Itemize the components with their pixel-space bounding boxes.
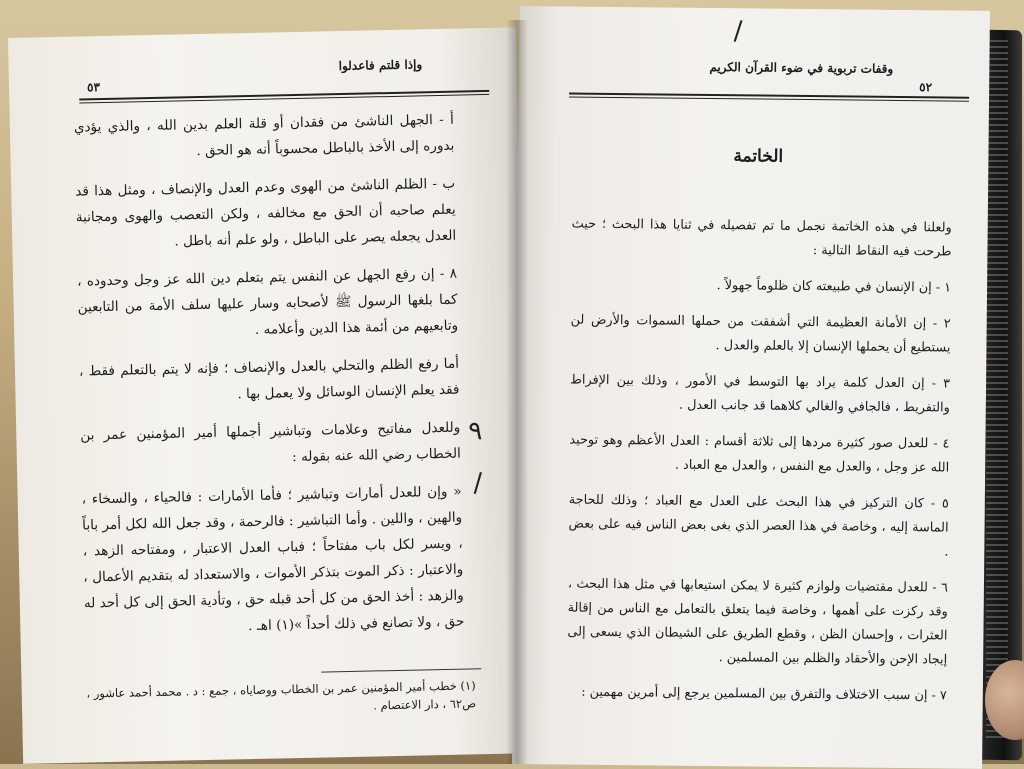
paragraph: ولعلنا في هذه الخاتمة نجمل ما تم تفصيله في ثنايا هذا البحث ؛ حيث طرحت فيه النقاط التالية : bbox=[571, 216, 952, 260]
pen-annotation: / bbox=[733, 16, 743, 47]
paragraph: ٥ - كان التركيز في هذا البحث على العدل مع العباد ؛ وذلك للحاجة الماسة إليه ، وخاصة في هذا العصر الذي بغى بعض الناس فيه على بعض . bbox=[568, 492, 949, 560]
paragraph: ب - الظلم الناشئ من الهوى وعدم العدل والإنصاف ، ومثل هذا قد يعلم صاحبه أن الحق مع مخالفه ، ولكن التعصب والهوى ومجانبة العدل يجعله يصر على الباطل ، ولو علم أنه باطل . bbox=[75, 175, 457, 250]
paragraph: أ - الجهل الناشئ من فقدان أو قلة العلم بدين الله ، والذي يؤدي بدوره إلى الأخذ بالباطل محسوباً أنه هو الحق . bbox=[73, 111, 455, 160]
right-page-number: ٥٢ bbox=[919, 80, 933, 95]
footnote-rule bbox=[321, 668, 481, 672]
pen-annotation: / bbox=[473, 468, 483, 499]
paragraph: ١ - إن الإنسان في طبيعته كان ظلوماً جهولاً . bbox=[716, 278, 952, 296]
footnote: (١) خطب أمير المؤمنين عمر بن الخطاب ووصاياه ، جمع : د . محمد أحمد عاشور ، ص٦٢ ، دار الاعتصام . bbox=[86, 678, 477, 713]
right-page bbox=[512, 6, 990, 769]
left-header-rule bbox=[79, 90, 489, 104]
left-page bbox=[8, 27, 531, 763]
right-header-rule bbox=[569, 93, 969, 102]
cover-pattern bbox=[986, 40, 1008, 740]
paragraph: ٨ - إن رفع الجهل عن النفس يتم بتعلم دين الله عز وجل وحدوده ، كما بلغها الرسول ﷺ لأصحابه وسار عليها سلف الأمة من التابعين وتابعيهم من أئمة هذا الدين وأعلامه . bbox=[76, 265, 459, 338]
right-running-head: وقفات تربوية في ضوء القرآن الكريم bbox=[709, 59, 894, 76]
paragraph: ٣ - إن العدل كلمة يراد بها التوسط في الأمور ، وذلك بين الإفراط والتفريط ، فالجافي والغالي كلاهما قد جانب العدل . bbox=[570, 372, 951, 416]
left-running-head: وإذا قلتم فاعدلوا bbox=[338, 57, 423, 74]
section-title: الخاتمة bbox=[733, 146, 784, 167]
paragraph: ٢ - إن الأمانة العظيمة التي أشفقت من حملها السموات والأرض لن يستطيع أن يحملها الإنسان إلا بالعلم والعدل . bbox=[570, 312, 951, 356]
paragraph: ٦ - للعدل مقتضيات ولوازم كثيرة لا يمكن استيعابها في مثل هذا البحث ، وقد ركزت على أهمها ، وخاصة فيما يتعلق بالتعامل مع الناس من إقالة العثرات ، وإحسان الظن ، وقطع الطريق على الشيطان الذي يسعى إلى إيجاد الإحن والأحقاد والظلم بين المسلمين . bbox=[567, 576, 949, 668]
book-gutter bbox=[506, 20, 528, 764]
left-body bbox=[74, 107, 465, 655]
paragraph: أما رفع الظلم والتحلي بالعدل والإنصاف ؛ فإنه لا يتم بالتعلم فقط ، فقد يعلم الإنسان الوسائل ولا يعمل بها . bbox=[78, 355, 460, 403]
right-body bbox=[567, 213, 952, 721]
paragraph: ٤ - للعدل صور كثيرة مردها إلى ثلاثة أقسام : العدل الأعظم وهو توحيد الله عز وجل ، والعدل مع النفس ، والعدل مع العباد . bbox=[569, 432, 950, 476]
pen-annotation: ٩ bbox=[468, 416, 483, 447]
left-page-number: ٥٣ bbox=[86, 80, 101, 95]
paragraph: ٧ - إن سبب الاختلاف والتفرق بين المسلمين يرجع إلى أمرين مهمين : bbox=[581, 684, 947, 704]
paragraph: وللعدل مفاتيح وعلامات وتباشير أجملها أمير المؤمنين عمر بن الخطاب رضي الله عنه بقوله : bbox=[80, 419, 461, 466]
paragraph: « وإن للعدل أمارات وتباشير ؛ فأما الأمارات : فالحياء ، والسخاء ، والهين ، واللين . وأما التباشير : فالرحمة ، وقد جعل الله لكل أمر باباً ، ويسر لكل باب مفتاحاً ؛ فباب العدل الاعتبار ، ومفتاحه الزهد ، والاعتبار : ذكر الموت بتذكر الأموات ، والاستعداد له بتقديم الأعمال ، والزهد : أخذ الحق من كل أحد قبله حق ، وتأدية الحق إلى كل أحد له حق ، ولا تصانع في ذلك أحداً »(١) اهـ . bbox=[81, 483, 465, 635]
